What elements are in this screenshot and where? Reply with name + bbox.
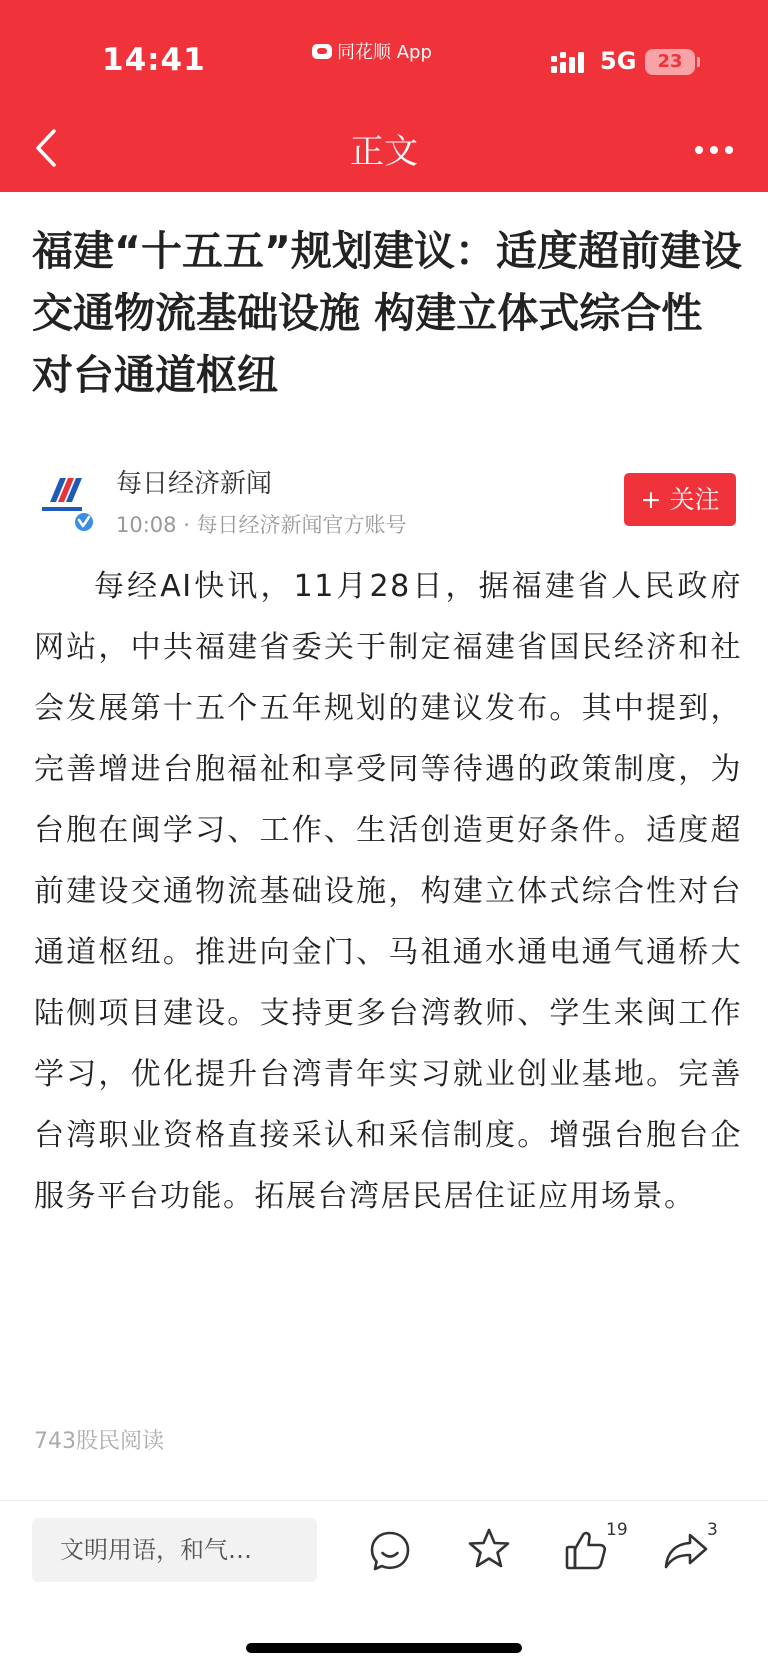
author-avatar[interactable] <box>36 470 98 532</box>
author-meta: 10:08 · 每日经济新闻官方账号 <box>116 513 407 537</box>
app-label: 同花顺 App <box>337 42 432 63</box>
more-icon[interactable] <box>693 138 735 162</box>
home-indicator <box>246 1643 522 1653</box>
follow-button[interactable]: + 关注 <box>624 473 736 526</box>
share-icon[interactable] <box>662 1531 710 1571</box>
read-count: 743股民阅读 <box>34 1429 164 1454</box>
top-header <box>0 0 768 192</box>
battery-indicator: 23 <box>645 49 695 75</box>
status-time: 14:41 <box>102 42 206 78</box>
like-thumb-icon[interactable] <box>563 1527 609 1573</box>
comment-input[interactable]: 文明用语，和气… <box>32 1518 317 1582</box>
article-body: 每经AI快讯，11月28日，据福建省人民政府网站，中共福建省委关于制定福建省国民经济和社会发展第十五个五年规划的建议发布。其中提到，完善增进台胞福祉和享受同等待遇的政策制度，为台胞在闽学习、工作、生活创造更好条件。适度超前建设交通物流基础设施，构建立体式综合性对台通道枢纽。推进向金门、马祖通水通电通气通桥大陆侧项目建设。支持更多台湾教师、学生来闽工作学习，优化提升台湾青年实习就业创业基地。完善台湾职业资格直接采认和采信制度。增强台胞台企服务平台功能。拓展台湾居民居住证应用场景。 <box>34 569 742 1214</box>
network-label: 5G <box>600 47 637 75</box>
page-title: 正文 <box>350 132 418 172</box>
article-title: 福建“十五五”规划建议：适度超前建设交通物流基础设施 构建立体式综合性对台通道枢纽 <box>32 227 742 399</box>
signal-icon <box>551 51 591 75</box>
share-count: 3 <box>707 1520 718 1540</box>
favorite-star-icon[interactable] <box>467 1527 511 1571</box>
app-logo-icon <box>312 44 332 59</box>
author-name[interactable]: 每日经济新闻 <box>116 469 273 499</box>
app-tag <box>312 38 432 64</box>
comment-icon[interactable] <box>369 1530 411 1572</box>
bottom-divider <box>0 1500 768 1501</box>
like-count: 19 <box>606 1520 628 1540</box>
